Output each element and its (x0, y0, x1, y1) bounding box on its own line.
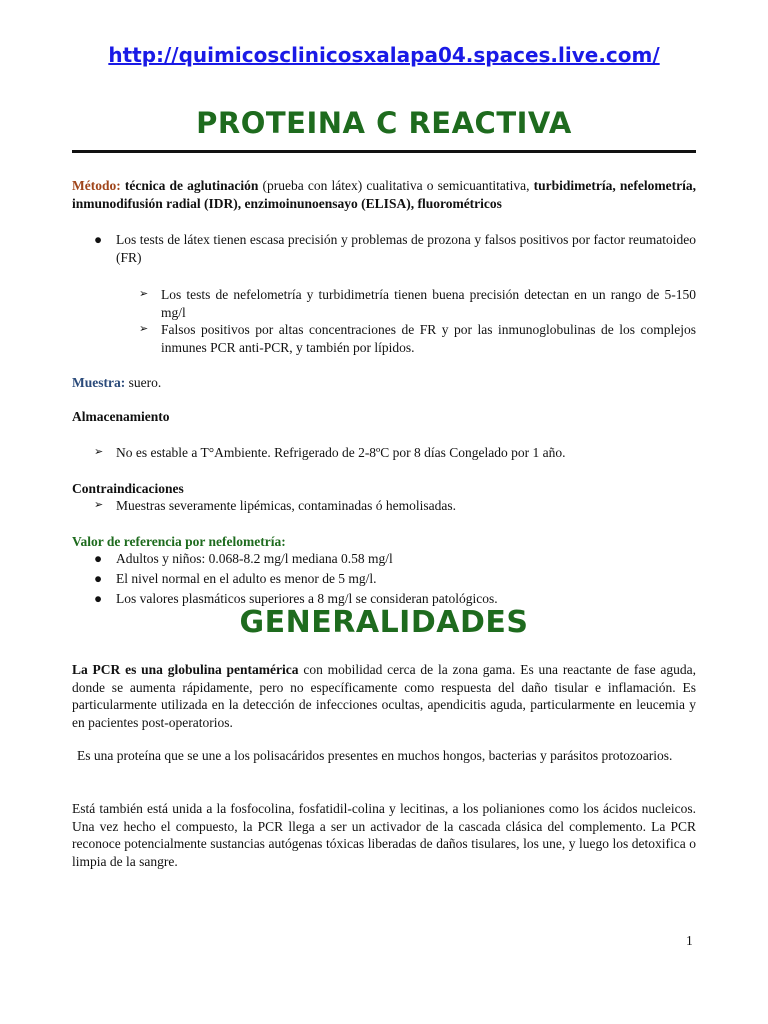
muestra-label: Muestra: (72, 375, 126, 390)
title-divider (72, 150, 696, 153)
disc-bullet-icon: ● (94, 232, 103, 247)
arrow-bullet-icon: ➢ (94, 446, 104, 458)
list-item-text: Los tests de látex tienen escasa precisión y problemas de prozona y falsos positivos por factor reumatoideo (FR) (116, 232, 696, 265)
list-item (72, 444, 696, 462)
list-item-text: Adultos y niños: 0.068-8.2 mg/l mediana 0.58 mg/l (116, 551, 393, 566)
list-item (72, 550, 696, 568)
list-item-text: No es estable a T°Ambiente. Refrigerado de 2-8ºC por 8 días Congelado por 1 año. (116, 445, 566, 460)
list-item-text: Muestras severamente lipémicas, contaminadas ó hemolisadas. (116, 498, 457, 513)
list-item-text: El nivel normal en el adulto es menor de 5 mg/l. (116, 571, 377, 586)
metodo-text-bold-2: turbidimetría, nefelometría, inmunodifusión radial (IDR), enzimoinunoensayo (ELISA), fluorométricos (72, 178, 696, 211)
metodo-label: Método: (72, 178, 121, 193)
almacenamiento-heading: Almacenamiento (72, 409, 170, 424)
paragraph-bold-lead: La PCR es una globulina pentamérica (72, 662, 299, 677)
list-item-text: Los valores plasmáticos superiores a 8 mg/l se consideran patológicos. (116, 591, 498, 606)
list-item (72, 497, 696, 515)
metodo-paragraph (72, 177, 696, 212)
muestra-line (72, 374, 696, 392)
list-item-text: Los tests de nefelometría y turbidimetría tienen buena precisión detectan en un rango de 5-150 mg/l (161, 287, 696, 320)
page-title: PROTEINA C REACTIVA (196, 106, 572, 140)
contraindicaciones-heading: Contraindicaciones (72, 481, 184, 496)
list-item (72, 231, 696, 266)
arrow-bullet-icon: ➢ (139, 288, 149, 300)
page-number: 1 (686, 933, 693, 948)
arrow-bullet-icon: ➢ (94, 499, 104, 511)
source-url-link[interactable]: http://quimicosclinicosxalapa04.spaces.live.com/ (108, 43, 660, 67)
generalidades-paragraph-1 (72, 661, 696, 731)
arrow-bullet-icon: ➢ (139, 323, 149, 335)
disc-bullet-icon: ● (94, 591, 103, 606)
list-item (72, 570, 696, 588)
disc-bullet-icon: ● (94, 571, 103, 586)
referencia-heading: Valor de referencia por nefelometría: (72, 534, 286, 549)
generalidades-paragraph-3: Está también está unida a la fosfocolina, fosfatidil-colina y lecitinas, a los polianiones como los ácidos nucleicos. Una vez hecho el compuesto, la PCR llega a ser un activador de la cascada clásica del complemento. La PCR reconoce potencialmente sustancias autógenas tóxicas liberadas de daños tisulares, los une, y luego los detoxifica o limpia de la sangre. (72, 801, 696, 869)
paragraph-text: con mobilidad cerca de la zona gama. Es una reactante de fase aguda, donde se aumenta rápidamente, pero no específicamente como respuesta del daño tisular e inflamación. Es particularmente utilizada en la detección de infecciones ocultas, apendicitis aguda, particularmente en leucemia y en pacientes post-operatorios. (72, 662, 697, 730)
metodo-text: (prueba con látex) cualitativa o semicuantitativa, (258, 178, 534, 193)
section-heading-generalidades: GENERALIDADES (239, 605, 529, 640)
list-item (117, 321, 696, 356)
muestra-value: suero. (125, 375, 162, 390)
generalidades-paragraph-2: Es una proteína que se une a los polisacáridos presentes en muchos hongos, bacterias y parásitos protozoarios. (77, 748, 673, 763)
list-item-text: Falsos positivos por altas concentraciones de FR y por las inmunoglobulinas de los complejos inmunes PCR anti-PCR, y también por lípidos. (161, 322, 696, 355)
disc-bullet-icon: ● (94, 551, 103, 566)
list-item (117, 286, 696, 321)
metodo-text-bold-1: técnica de aglutinación (124, 178, 259, 193)
